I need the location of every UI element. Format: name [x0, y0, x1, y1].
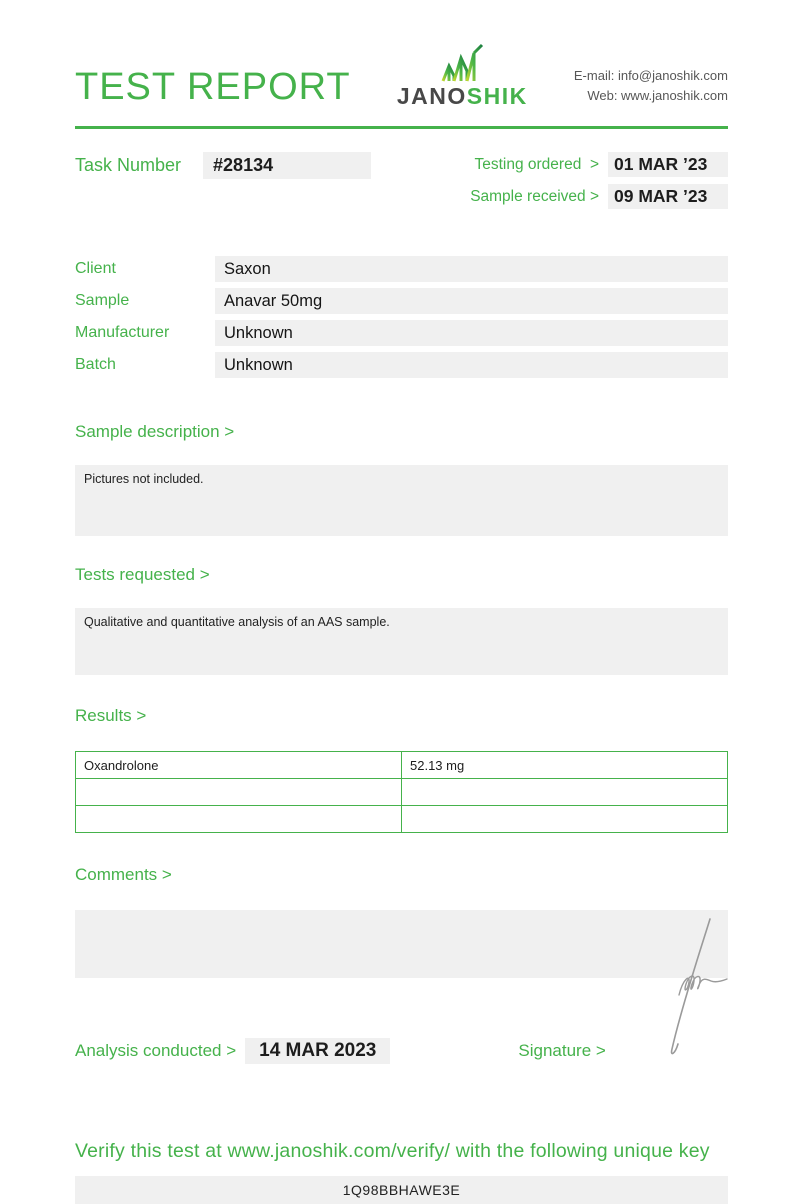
unique-key: 1Q98BBHAWE3E: [75, 1176, 728, 1204]
result-amount: [402, 779, 728, 806]
comments-box: [75, 910, 728, 978]
sample-received-value: 09 MAR ’23: [608, 184, 728, 209]
tests-requested-box: Qualitative and quantitative analysis of an AAS sample.: [75, 608, 728, 675]
analysis-signature-row: [75, 1038, 728, 1064]
janoshik-logo: [397, 43, 528, 108]
result-amount: [402, 806, 728, 833]
result-substance: [76, 806, 402, 833]
logo-text-jano: JANO: [396, 83, 467, 109]
growth-chart-icon: [436, 43, 488, 83]
signature-scribble: [648, 913, 736, 1063]
batch-label: Batch: [75, 356, 116, 373]
header-divider: [75, 126, 728, 129]
results-table: [75, 751, 728, 833]
signature-label: Signature >: [518, 1041, 606, 1060]
sample-info-rows: [75, 256, 728, 378]
task-number-group: [75, 152, 371, 179]
batch-row: [75, 352, 728, 378]
page-title: TEST REPORT: [75, 66, 351, 108]
report-header: [75, 38, 728, 108]
results-heading: Results >: [75, 706, 147, 725]
table-row: [76, 752, 728, 779]
analysis-conducted-date: 14 MAR 2023: [245, 1038, 390, 1064]
manufacturer-label: Manufacturer: [75, 324, 170, 341]
date-group: [470, 152, 728, 216]
result-amount: 52.13 mg: [402, 752, 728, 779]
sample-description-box: Pictures not included.: [75, 465, 728, 536]
contact-info: [574, 66, 728, 106]
task-row: [75, 152, 728, 216]
task-number-value: #28134: [203, 152, 371, 179]
task-number-label: Task Number: [75, 155, 182, 175]
sample-description-heading: Sample description >: [75, 422, 235, 441]
table-row: [76, 806, 728, 833]
analysis-conducted-label: Analysis conducted >: [75, 1041, 237, 1060]
client-value: Saxon: [215, 256, 728, 282]
manufacturer-row: [75, 320, 728, 346]
client-row: [75, 256, 728, 282]
logo-wordmark: [397, 85, 528, 108]
tests-requested-heading: Tests requested >: [75, 565, 210, 584]
sample-received-row: [470, 184, 728, 209]
sample-row: [75, 288, 728, 314]
result-substance: [76, 779, 402, 806]
contact-email: E-mail: info@janoshik.com: [573, 67, 728, 83]
client-label: Client: [75, 260, 116, 277]
manufacturer-value: Unknown: [215, 320, 728, 346]
sample-value: Anavar 50mg: [215, 288, 728, 314]
testing-ordered-value: 01 MAR ’23: [608, 152, 728, 177]
report-content: [75, 0, 728, 1204]
verify-instruction: Verify this test at www.janoshik.com/verify/ with the following unique key: [75, 1140, 710, 1162]
contact-web: Web: www.janoshik.com: [587, 87, 728, 103]
sample-label: Sample: [75, 292, 130, 309]
testing-ordered-label: Testing ordered >: [474, 155, 599, 173]
batch-value: Unknown: [215, 352, 728, 378]
testing-ordered-row: [470, 152, 728, 177]
table-row: [76, 779, 728, 806]
sample-received-label: Sample received >: [470, 187, 599, 205]
result-substance: Oxandrolone: [76, 752, 402, 779]
comments-heading: Comments >: [75, 865, 172, 884]
logo-text-shik: SHIK: [466, 83, 528, 109]
